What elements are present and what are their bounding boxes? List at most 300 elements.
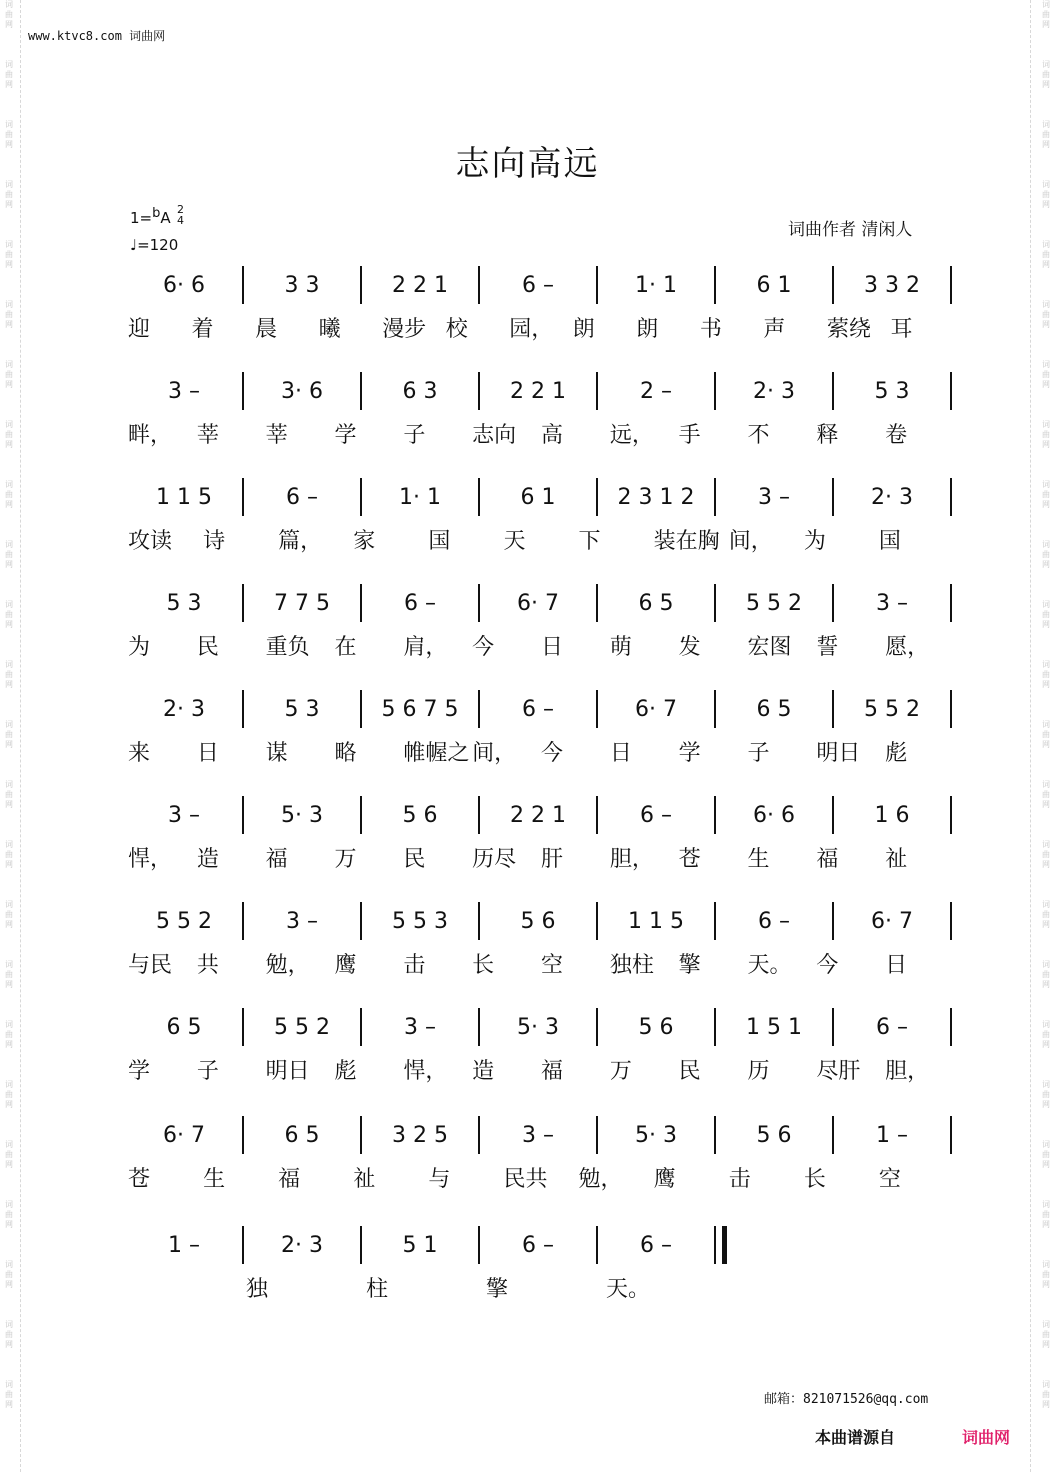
barline: [360, 1116, 362, 1154]
footer-email: 邮箱：821071526@qq.com: [764, 1392, 929, 1407]
barline: [242, 690, 244, 728]
footer-source: 本曲谱源自: [815, 1428, 896, 1447]
measure: 5 3: [166, 591, 202, 616]
barline: [714, 266, 716, 304]
watermark-text: 词 曲 网: [5, 120, 13, 149]
measure: 5 5 2: [274, 1015, 330, 1040]
barline: [596, 690, 598, 728]
lyrics-row: [128, 312, 954, 348]
lyric-word: 来: [128, 741, 151, 766]
barline: [714, 478, 716, 516]
measure: 6 –: [876, 1015, 908, 1040]
lyric-word: 民: [403, 847, 426, 872]
measure: 6 –: [404, 591, 436, 616]
measure: 6· 7: [163, 1123, 205, 1148]
key-prefix: 1=: [130, 209, 153, 227]
lyric-word: 为: [128, 635, 151, 660]
barline: [832, 372, 834, 410]
watermark-text: 词 曲 网: [5, 1020, 13, 1049]
barline: [714, 372, 716, 410]
lyric-word: 苍: [678, 847, 701, 872]
lyric-word: 子: [196, 1059, 219, 1084]
lyric-word: 誓: [816, 635, 839, 660]
measure: 6 –: [640, 803, 672, 828]
watermark-text: 词 曲 网: [1042, 660, 1050, 689]
barline: [596, 372, 598, 410]
barline: [360, 372, 362, 410]
watermark-text: 词 曲 网: [5, 1260, 13, 1289]
measure: 3· 6: [281, 379, 323, 404]
measure: 2 2 1: [510, 379, 566, 404]
measure: 1 1 5: [628, 909, 684, 934]
lyric-word: 福: [816, 847, 839, 872]
lyric-word: 造: [472, 1059, 495, 1084]
notes-row: [128, 374, 954, 410]
watermark-text: 词 曲 网: [1042, 480, 1050, 509]
lyric-word: 不: [747, 423, 770, 448]
lyric-word: 鹰: [334, 953, 357, 978]
barline: [478, 478, 480, 516]
measure: 3 –: [758, 485, 790, 510]
lyric-word: 尽肝: [816, 1059, 861, 1084]
measure: 2· 3: [163, 697, 205, 722]
watermark-text: 词 曲 网: [5, 0, 13, 29]
lyric-word: 家: [353, 529, 376, 554]
watermark-text: 词 曲 网: [1042, 1140, 1050, 1169]
watermark-text: 词 曲 网: [5, 540, 13, 569]
watermark-text: 词 曲 网: [1042, 420, 1050, 449]
barline: [832, 690, 834, 728]
barline: [596, 266, 598, 304]
lyric-word: 与民: [128, 953, 173, 978]
lyric-word: 造: [196, 847, 219, 872]
lyric-word: 民: [678, 1059, 701, 1084]
barline: [596, 1008, 598, 1046]
measure: 2· 3: [281, 1233, 323, 1258]
lyric-word: 发: [678, 635, 701, 660]
measure: 3 –: [168, 379, 200, 404]
barline: [360, 478, 362, 516]
measure: 5 5 3: [392, 909, 448, 934]
lyric-word: 祉: [353, 1167, 376, 1192]
barline: [360, 796, 362, 834]
barline: [242, 1008, 244, 1046]
watermark-text: 词 曲 网: [1042, 1080, 1050, 1109]
measure: 1 6: [874, 803, 910, 828]
lyric-word: 日: [196, 741, 219, 766]
final-barline: [714, 1226, 727, 1264]
watermark-text: 词 曲 网: [1042, 60, 1050, 89]
barline: [950, 902, 952, 940]
watermark-text: 词 曲 网: [1042, 180, 1050, 209]
barline: [478, 372, 480, 410]
watermark-text: 词 曲 网: [5, 1080, 13, 1109]
watermark-text: 词 曲 网: [1042, 600, 1050, 629]
key-note: A: [160, 209, 171, 227]
measure: 6 5: [284, 1123, 320, 1148]
lyric-word: 苍: [128, 1167, 151, 1192]
score-system: [128, 480, 954, 570]
lyric-word: 今: [472, 635, 495, 660]
key-signature: [130, 206, 171, 227]
measure: 5 6: [402, 803, 438, 828]
lyric-word: 下: [578, 529, 601, 554]
lyric-word: 书: [699, 317, 722, 342]
time-signature: [177, 204, 184, 226]
lyric-word: 长: [803, 1167, 826, 1192]
barline: [596, 1116, 598, 1154]
watermark-text: 词 曲 网: [5, 600, 13, 629]
watermark-text: 词 曲 网: [5, 180, 13, 209]
lyric-word: 子: [747, 741, 770, 766]
measure: 5 6 7 5: [381, 697, 459, 722]
score-system: [128, 268, 954, 358]
lyric-word: 明日: [265, 1059, 310, 1084]
lyrics-row: [128, 630, 954, 666]
watermark-text: 词 曲 网: [1042, 1380, 1050, 1409]
measure: 2· 3: [753, 379, 795, 404]
measure: 6 5: [638, 591, 674, 616]
measure: 1 –: [168, 1233, 200, 1258]
lyric-word: 帷幄之: [403, 741, 470, 766]
lyric-word: 擎: [486, 1277, 509, 1302]
score-system: [128, 692, 954, 782]
watermark-text: 词 曲 网: [1042, 1320, 1050, 1349]
lyric-word: 萌: [609, 635, 632, 660]
lyric-word: 为: [803, 529, 826, 554]
watermark-text: 词 曲 网: [5, 780, 13, 809]
barline: [242, 796, 244, 834]
lyric-word: 今: [541, 741, 564, 766]
lyric-word: 民共: [503, 1167, 548, 1192]
lyric-word: 攻读: [128, 529, 173, 554]
barline: [242, 1116, 244, 1154]
measure: 6· 6: [753, 803, 795, 828]
measure: 6 1: [756, 273, 792, 298]
measure: 5· 3: [281, 803, 323, 828]
tempo-marking: ♩=120: [130, 236, 179, 254]
lyric-word: 悍，: [128, 847, 173, 872]
right-watermark-column: [1039, 0, 1053, 1472]
lyric-word: 间，: [728, 529, 773, 554]
barline: [242, 902, 244, 940]
watermark-text: 词 曲 网: [5, 360, 13, 389]
measure: 2 3 1 2: [617, 485, 695, 510]
measure: 1 5 1: [746, 1015, 802, 1040]
lyric-word: 历尽: [472, 847, 517, 872]
notes-row: [128, 904, 954, 940]
barline: [714, 584, 716, 622]
watermark-text: 词 曲 网: [5, 240, 13, 269]
lyric-word: 诗: [203, 529, 226, 554]
barline: [714, 796, 716, 834]
measure: 7 7 5: [274, 591, 330, 616]
measure: 3 3 2: [864, 273, 920, 298]
measure: 5 5 2: [156, 909, 212, 934]
lyric-word: 莘: [196, 423, 219, 448]
notes-row: [128, 586, 954, 622]
lyric-word: 击: [728, 1167, 751, 1192]
barline: [478, 1008, 480, 1046]
barline: [242, 1226, 244, 1264]
measure: 5 6: [756, 1123, 792, 1148]
barline: [832, 902, 834, 940]
lyric-word: 明日: [816, 741, 861, 766]
lyric-word: 宏图: [747, 635, 792, 660]
measure: 2· 3: [871, 485, 913, 510]
barline: [596, 584, 598, 622]
lyrics-row: [128, 418, 954, 454]
lyric-word: 福: [278, 1167, 301, 1192]
score-system: [128, 586, 954, 676]
lyric-word: 勉，: [265, 953, 310, 978]
measure: 5 5 2: [864, 697, 920, 722]
lyric-word: 空: [878, 1167, 901, 1192]
barline: [478, 690, 480, 728]
barline: [596, 902, 598, 940]
barline: [360, 902, 362, 940]
barline: [360, 1008, 362, 1046]
lyric-word: 天。: [606, 1277, 651, 1302]
barline: [950, 690, 952, 728]
barline: [714, 1116, 716, 1154]
lyric-word: 天。: [747, 953, 792, 978]
lyric-word: 园，: [509, 317, 554, 342]
watermark-text: 词 曲 网: [1042, 0, 1050, 29]
lyrics-row: [128, 524, 954, 560]
lyric-word: 万: [334, 847, 357, 872]
lyric-word: 手: [678, 423, 701, 448]
barline: [950, 796, 952, 834]
barline: [714, 690, 716, 728]
measure: 6 5: [166, 1015, 202, 1040]
time-bottom: 4: [177, 214, 184, 227]
watermark-text: 词 曲 网: [1042, 1200, 1050, 1229]
measure: 5· 3: [517, 1015, 559, 1040]
measure: 6 –: [522, 273, 554, 298]
score-system: [128, 374, 954, 464]
measure: 5 1: [402, 1233, 438, 1258]
barline: [360, 266, 362, 304]
lyric-word: 独柱: [609, 953, 654, 978]
barline: [478, 584, 480, 622]
lyric-word: 今: [816, 953, 839, 978]
measure: 6 –: [286, 485, 318, 510]
lyric-word: 国: [428, 529, 451, 554]
measure: 2 2 1: [392, 273, 448, 298]
barline: [242, 266, 244, 304]
measure: 6· 7: [871, 909, 913, 934]
measure: 3 –: [286, 909, 318, 934]
lyric-word: 民: [196, 635, 219, 660]
lyric-word: 学: [334, 423, 357, 448]
measure: 3 –: [404, 1015, 436, 1040]
barline: [360, 1226, 362, 1264]
watermark-text: 词 曲 网: [1042, 1260, 1050, 1289]
barline: [832, 584, 834, 622]
lyrics-row: [128, 736, 954, 772]
watermark-text: 词 曲 网: [1042, 1020, 1050, 1049]
watermark-text: 词 曲 网: [1042, 960, 1050, 989]
barline: [596, 796, 598, 834]
barline: [478, 266, 480, 304]
lyric-word: 志向: [472, 423, 517, 448]
barline: [242, 372, 244, 410]
lyric-word: 耳: [890, 317, 913, 342]
barline: [950, 372, 952, 410]
notes-row: [128, 1010, 954, 1046]
measure: 5 3: [284, 697, 320, 722]
barline: [832, 796, 834, 834]
lyric-word: 日: [885, 953, 908, 978]
measure: 2 2 1: [510, 803, 566, 828]
measure: 1· 1: [399, 485, 441, 510]
measure: 5 6: [638, 1015, 674, 1040]
lyric-word: 天: [503, 529, 526, 554]
score-system: [128, 798, 954, 888]
lyric-word: 在: [334, 635, 357, 660]
watermark-text: 词 曲 网: [5, 1380, 13, 1409]
barline: [478, 1116, 480, 1154]
lyric-word: 福: [265, 847, 288, 872]
measure: 5 6: [520, 909, 556, 934]
measure: 6· 7: [635, 697, 677, 722]
author-credit: 词曲作者 清闲人: [788, 220, 913, 240]
lyrics-row: [128, 948, 954, 984]
barline: [832, 266, 834, 304]
measure: 6· 6: [163, 273, 205, 298]
footer-brand[interactable]: 词曲网: [962, 1428, 1011, 1447]
barline: [950, 266, 952, 304]
watermark-text: 词 曲 网: [1042, 540, 1050, 569]
lyric-word: 朗: [636, 317, 659, 342]
score-system: [128, 1228, 954, 1318]
barline: [950, 1116, 952, 1154]
watermark-text: 词 曲 网: [5, 1320, 13, 1349]
lyric-word: 学: [128, 1059, 151, 1084]
lyric-word: 装在胸: [653, 529, 720, 554]
lyric-word: 间，: [472, 741, 517, 766]
watermark-text: 词 曲 网: [1042, 840, 1050, 869]
barline: [714, 902, 716, 940]
lyric-word: 击: [403, 953, 426, 978]
watermark-text: 词 曲 网: [5, 660, 13, 689]
notes-row: [128, 692, 954, 728]
lyric-word: 晨: [255, 317, 278, 342]
measure: 5 5 2: [746, 591, 802, 616]
lyric-word: 彪: [334, 1059, 357, 1084]
measure: 5 3: [874, 379, 910, 404]
watermark-text: 词 曲 网: [5, 960, 13, 989]
measure: 6 –: [758, 909, 790, 934]
lyric-word: 长: [472, 953, 495, 978]
notes-row: [128, 798, 954, 834]
lyric-word: 历: [747, 1059, 770, 1084]
notes-row: [128, 480, 954, 516]
lyric-word: 高: [541, 423, 564, 448]
measure: 3 –: [168, 803, 200, 828]
lyric-word: 萦绕: [826, 317, 871, 342]
watermark-text: 词 曲 网: [1042, 240, 1050, 269]
watermark-text: 词 曲 网: [5, 60, 13, 89]
measure: 1 1 5: [156, 485, 212, 510]
barline: [950, 478, 952, 516]
barline: [832, 1116, 834, 1154]
score-system: [128, 1118, 954, 1208]
barline: [832, 478, 834, 516]
lyric-word: 朗: [572, 317, 595, 342]
watermark-text: 词 曲 网: [5, 480, 13, 509]
lyric-word: 勉，: [578, 1167, 623, 1192]
watermark-text: 词 曲 网: [5, 1200, 13, 1229]
barline: [950, 1008, 952, 1046]
barline: [478, 1226, 480, 1264]
measure: 6 1: [520, 485, 556, 510]
right-margin-line: [1030, 0, 1031, 1472]
lyric-word: 迎: [128, 317, 151, 342]
measure: 3 2 5: [392, 1123, 448, 1148]
lyric-word: 释: [816, 423, 839, 448]
lyric-word: 重负: [265, 635, 310, 660]
lyric-word: 福: [541, 1059, 564, 1084]
lyrics-row: [128, 1272, 954, 1308]
barline: [596, 1226, 598, 1264]
watermark-text: 词 曲 网: [1042, 900, 1050, 929]
lyric-word: 谋: [265, 741, 288, 766]
measure: 6· 7: [517, 591, 559, 616]
watermark-text: 词 曲 网: [1042, 720, 1050, 749]
lyric-word: 畔，: [128, 423, 173, 448]
barline: [360, 584, 362, 622]
barline: [596, 478, 598, 516]
lyric-word: 卷: [885, 423, 908, 448]
watermark-text: 词 曲 网: [5, 420, 13, 449]
lyric-word: 与: [428, 1167, 451, 1192]
watermark-text: 词 曲 网: [5, 1140, 13, 1169]
notes-row: [128, 268, 954, 304]
lyrics-row: [128, 842, 954, 878]
lyric-word: 胆，: [885, 1059, 930, 1084]
barline: [950, 584, 952, 622]
lyric-word: 校: [445, 317, 468, 342]
lyric-word: 学: [678, 741, 701, 766]
site-header[interactable]: www.ktvc8.com 词曲网: [28, 29, 166, 43]
measure: 6 3: [402, 379, 438, 404]
measure: 6 –: [522, 1233, 554, 1258]
lyric-word: 独: [246, 1277, 269, 1302]
score-system: [128, 1010, 954, 1100]
barline: [832, 1008, 834, 1046]
lyric-word: 擎: [678, 953, 701, 978]
lyric-word: 悍，: [403, 1059, 448, 1084]
lyric-word: 空: [541, 953, 564, 978]
barline: [360, 690, 362, 728]
lyric-word: 远，: [609, 423, 654, 448]
lyric-word: 生: [203, 1167, 226, 1192]
barline: [714, 1008, 716, 1046]
watermark-text: 词 曲 网: [1042, 360, 1050, 389]
lyric-word: 漫步: [382, 317, 427, 342]
lyrics-row: [128, 1162, 954, 1198]
watermark-text: 词 曲 网: [5, 900, 13, 929]
lyric-word: 日: [541, 635, 564, 660]
lyric-word: 国: [878, 529, 901, 554]
measure: 6 –: [640, 1233, 672, 1258]
lyric-word: 彪: [885, 741, 908, 766]
lyric-word: 愿，: [885, 635, 930, 660]
measure: 6 5: [756, 697, 792, 722]
song-title: 志向高远: [455, 144, 600, 184]
